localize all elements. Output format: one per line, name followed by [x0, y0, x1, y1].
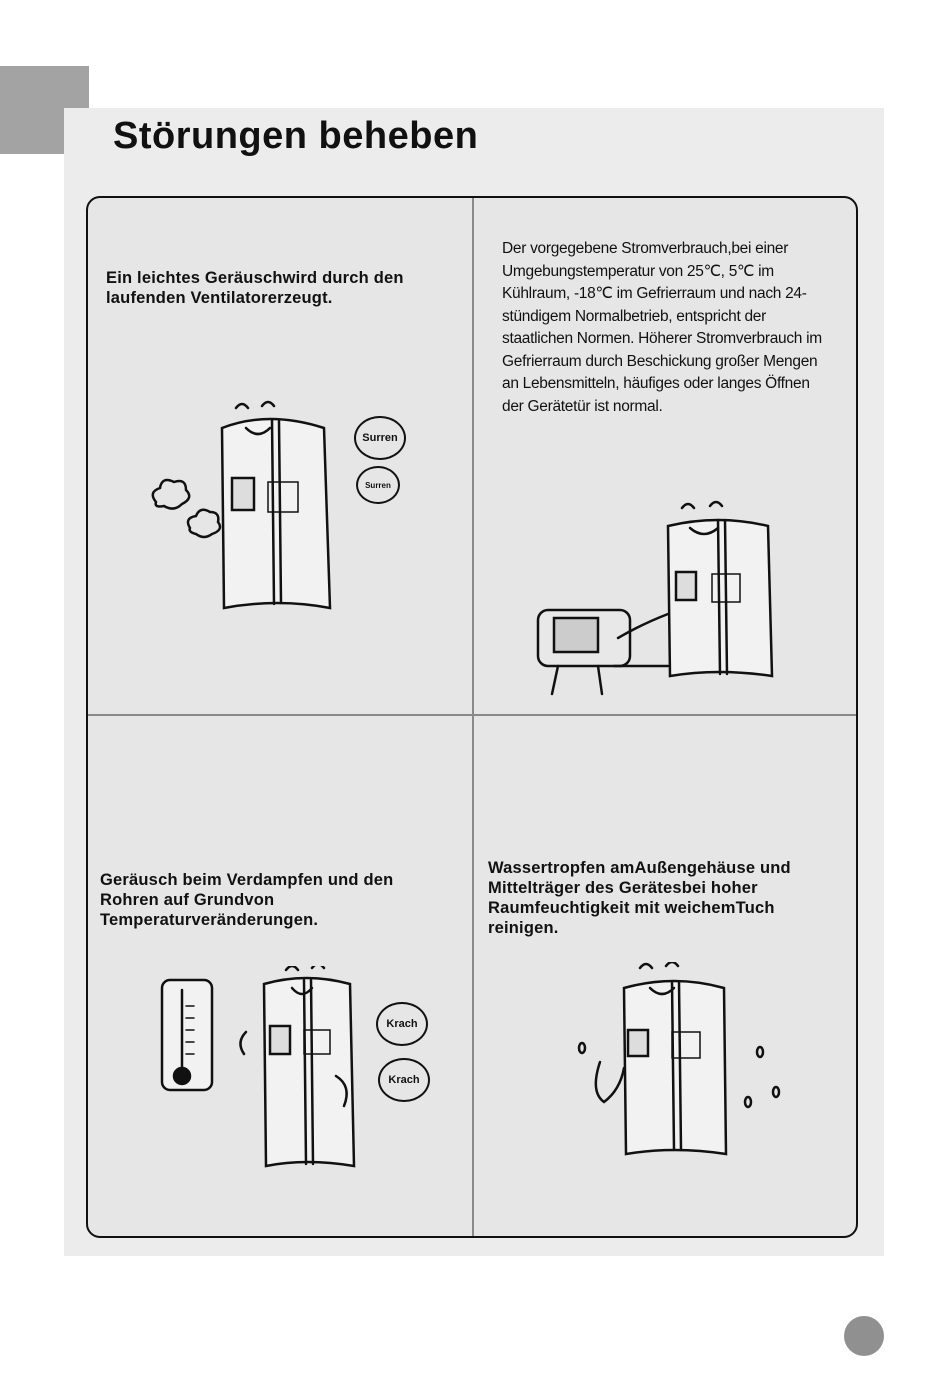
panel-power-consumption-text: Der vorgegebene Stromverbrauch,bei einer Umgebungstemperatur von 25℃, 5℃ im Kühlraum, -18℃ im Gefrierraum und nach 24- stündigem Normalbetrieb, entspricht der staatlichen Normen. Höherer Stromverbrauch im Gefrierraum durch Beschickung großer Mengen an Lebensmitteln, häufiges oder langes Öffnen der Gerätetür ist normal.: [502, 240, 822, 415]
troubleshooting-grid: [86, 196, 858, 1238]
speech-bubble-label: Krach: [388, 1074, 420, 1086]
panel-evaporation-noise-text: Geräusch beim Verdampfen und den Rohren auf Grundvon Temperaturveränderungen.: [100, 871, 394, 929]
panel-fan-noise-text: Ein leichtes Geräuschwird durch den laufenden Ventilatorerzeugt.: [106, 269, 404, 307]
speech-bubble-label: Surren: [362, 432, 398, 444]
speech-bubble-surren-2: [356, 466, 400, 504]
panel-fan-noise: [88, 198, 472, 714]
speech-bubble-krach-2: [378, 1058, 430, 1102]
speech-bubble-krach-1: [376, 1002, 428, 1046]
speech-bubble-label: Krach: [386, 1018, 418, 1030]
fridge-water-drops-illustration: [564, 962, 804, 1172]
page-number-marker: [844, 1316, 884, 1356]
page-title: Störungen beheben: [113, 115, 479, 157]
fridge-power-meter-illustration: [518, 498, 818, 708]
speech-bubble-label: Surren: [365, 480, 391, 490]
panel-condensation-text: Wassertropfen amAußengehäuse und Mittelträger des Gerätesbei hoher Raumfeuchtigkeit mit weichemTuch reinigen.: [488, 859, 791, 937]
panel-power-consumption: [474, 198, 858, 714]
panel-condensation: [474, 716, 858, 1238]
speech-bubble-surren-1: [354, 416, 406, 460]
panel-evaporation-noise: [88, 716, 472, 1238]
